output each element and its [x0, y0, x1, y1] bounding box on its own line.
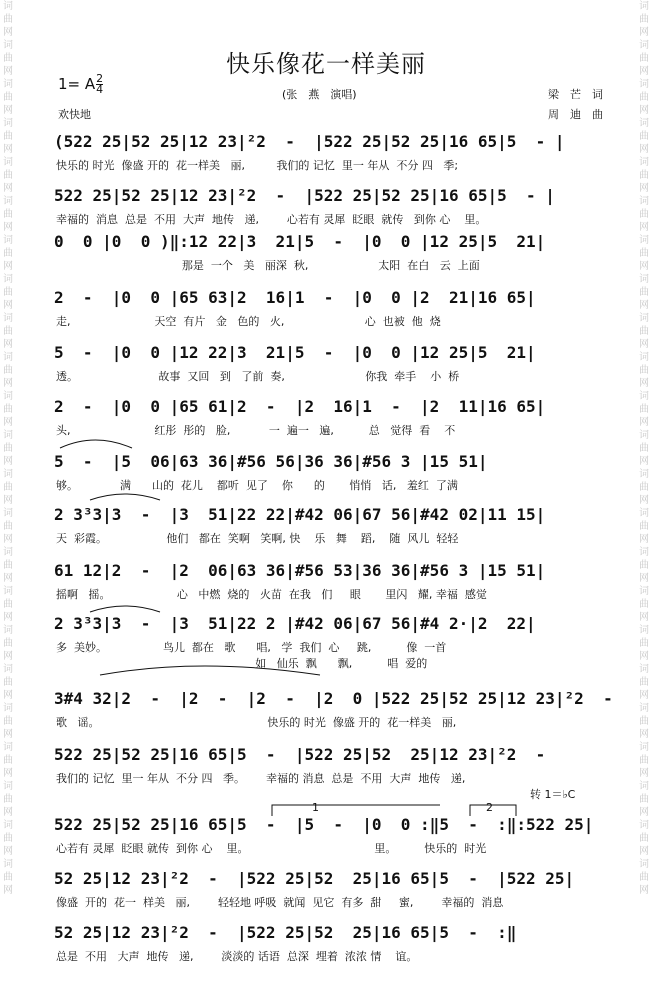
notation-line: 61 12|2 - |2 06|63 36|#56 53|36 36|#56 3 |15 51| — [54, 561, 546, 580]
notation-line: 5 - |0 0 |12 22|3 21|5 - |0 0 |12 25|5 21| — [54, 343, 536, 362]
volta-2-label: 2 — [486, 801, 493, 814]
notation-line: 52 25|12 23|²2 - |522 25|52 25|16 65|5 - |522 25| — [54, 869, 575, 888]
lyric-line: 总是 不用 大声 地传 递, 淡淡的 话语 总深 埋着 浓浓 情 谊。 — [56, 950, 418, 963]
lyric-line: 幸福的 消息 总是 不用 大声 地传 递, 心若有 灵犀 眨眼 就传 到你 心 里。 — [56, 213, 487, 226]
notation-line: 0 0 |0 0 )‖:12 22|3 21|5 - |0 0 |12 25|5 21| — [54, 232, 546, 251]
tempo-marking: 欢快地 — [58, 108, 91, 121]
tie-arc — [90, 494, 160, 500]
notation-line: 3#4 32|2 - |2 - |2 - |2 0 |522 25|52 25|12 23|²2 - — [54, 689, 613, 708]
lyric-line: 那是 一个 美 丽深 秋, 太阳 在白 云 上面 — [56, 259, 480, 272]
notation-line: 52 25|12 23|²2 - |522 25|52 25|16 65|5 - :‖ — [54, 923, 517, 942]
lyric-line: 如 仙乐 飘 飘, 唱 爱的 — [56, 657, 428, 670]
notation-line: 2 3³3|3 - |3 51|22 22|#42 06|67 56|#42 02|11 15| — [54, 505, 546, 524]
lyric-line: 走, 天空 有片 金 色的 火, 心 也被 他 烧 — [56, 315, 441, 328]
lyric-line: 心若有 灵犀 眨眼 就传 到你 心 里。 里。 快乐的 时光 — [56, 842, 487, 855]
key-label: 1= A — [58, 75, 96, 93]
volta-1-bracket — [272, 805, 440, 816]
notation-line: 522 25|52 25|16 65|5 - |5 - |0 0 :‖5 - :‖:522 25| — [54, 815, 594, 834]
lyric-line: 够。 满 山的 花儿 都听 见了 你 的 悄悄 话, 羞红 了满 — [56, 479, 458, 492]
key-change-marking: 转 1＝♭C — [530, 788, 576, 801]
lyric-line: 透。 故事 又回 到 了前 奏, 你我 牵手 小 桥 — [56, 370, 460, 383]
notation-line: 2 - |0 0 |65 63|2 16|1 - |0 0 |2 21|16 65| — [54, 288, 536, 307]
lyric-line: 我们的 记忆 里一 年从 不分 四 季。 幸福的 消息 总是 不用 大声 地传 递, — [56, 772, 466, 785]
notation-line: 2 3³3|3 - |3 51|22 2 |#42 06|67 56|#4 2·|2 22| — [54, 614, 536, 633]
volta-1-label: 1 — [312, 801, 319, 814]
lyric-line: 像盛 开的 花一 样美 丽, 轻轻地 呼吸 就闻 见它 有多 甜 蜜, 幸福的 消息 — [56, 896, 504, 909]
lyric-line: 多 美妙。 鸟儿 都在 歌 唱, 学 我们 心 跳, 像 一首 — [56, 641, 447, 654]
tie-arc — [60, 440, 132, 448]
singer-credit: (张 燕 演唱) — [282, 88, 357, 101]
tie-arc — [100, 666, 320, 675]
time-top: 2 — [96, 72, 104, 85]
lyricist-credit: 梁 芒 词 — [548, 88, 603, 101]
lyric-line: 快乐的 时光 像盛 开的 花一样美 丽, 我们的 记忆 里一 年从 不分 四 季; — [56, 159, 459, 172]
song-title: 快乐像花一样美丽 — [226, 50, 426, 78]
composer-credit: 周 迪 曲 — [548, 108, 603, 121]
lyric-line: 摇啊 摇。 心 中燃 烧的 火苗 在我 们 眼 里闪 耀, 幸福 感觉 — [56, 588, 487, 601]
volta-2-bracket — [470, 805, 516, 816]
watermark-left: 词曲网词曲网词曲网词曲网词曲网词曲网词曲网词曲网词曲网词曲网词曲网词曲网词曲网词曲网词曲网词曲网词曲网词曲网词曲网词曲网词曲网词曲网词曲网 — [3, 1, 13, 896]
tie-arc — [90, 606, 160, 612]
lyric-line: 头, 红彤 彤的 脸, 一 遍一 遍, 总 觉得 看 不 — [56, 424, 456, 437]
notation-line: 5 - |5 06|63 36|#56 56|36 36|#56 3 |15 51| — [54, 452, 488, 471]
notation-line: 522 25|52 25|16 65|5 - |522 25|52 25|12 23|²2 - — [54, 745, 546, 764]
notation-line: 2 - |0 0 |65 61|2 - |2 16|1 - |2 11|16 65| — [54, 397, 546, 416]
notation-line: (522 25|52 25|12 23|²2 - |522 25|52 25|16 65|5 - | — [54, 132, 565, 151]
watermark-right: 词曲网词曲网词曲网词曲网词曲网词曲网词曲网词曲网词曲网词曲网词曲网词曲网词曲网词曲网词曲网词曲网词曲网词曲网词曲网词曲网词曲网词曲网词曲网 — [639, 1, 649, 896]
time-bottom: 4 — [96, 83, 104, 96]
notation-line: 522 25|52 25|12 23|²2 - |522 25|52 25|16 65|5 - | — [54, 186, 555, 205]
lyric-line: 天 彩霞。 他们 都在 笑啊 笑啊, 快 乐 舞 蹈, 随 风儿 轻轻 — [56, 532, 459, 545]
lyric-line: 歌 谣。 快乐的 时光 像盛 开的 花一样美 丽, — [56, 716, 457, 729]
